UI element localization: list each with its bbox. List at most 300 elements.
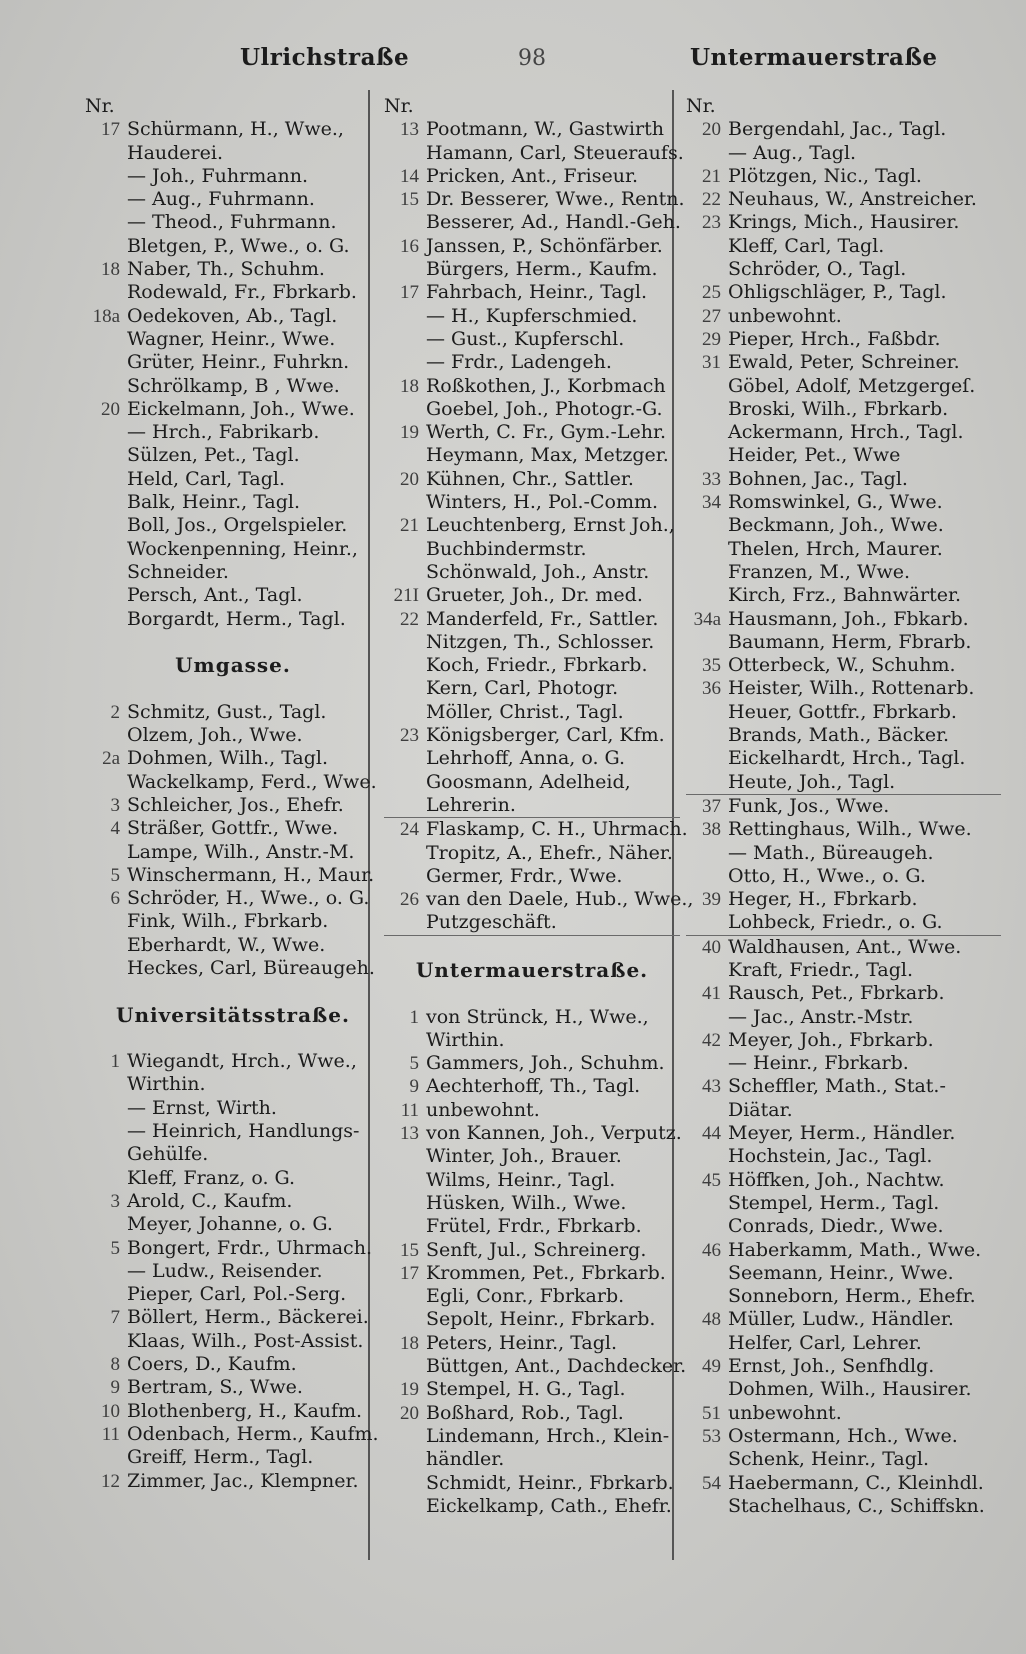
resident-entry <box>384 865 680 888</box>
resident-text: Scheffler, Math., Stat.- <box>728 1075 946 1098</box>
resident-text: Ernst, Joh., Senfhdlg. <box>728 1355 935 1378</box>
resident-text: Schrölkamp, B , Wwe. <box>127 374 340 397</box>
house-number: 33 <box>702 468 721 490</box>
resident-text: Schmidt, Heinr., Fbrkarb. <box>426 1471 674 1494</box>
house-number: 36 <box>702 678 721 700</box>
resident-text: Winter, Joh., Brauer. <box>426 1145 622 1168</box>
house-number: 44 <box>702 1123 721 1145</box>
resident-text: Greiff, Herm., Tagl. <box>127 1446 314 1469</box>
resident-text: Schürmann, H., Wwe., <box>127 118 344 141</box>
resident-entry <box>686 1145 1001 1168</box>
resident-text: Lehrhoff, Anna, o. G. <box>426 747 626 770</box>
resident-entry <box>686 1075 1001 1098</box>
resident-entry <box>384 375 680 398</box>
resident-text: Schenk, Heinr., Tagl. <box>728 1448 930 1471</box>
resident-entry <box>384 888 694 911</box>
resident-entry <box>686 1448 1001 1471</box>
house-number: 34a <box>693 608 721 630</box>
resident-text: Bürgers, Herm., Kaufm. <box>426 258 658 281</box>
resident-entry <box>85 305 381 328</box>
resident-entry <box>686 865 1001 888</box>
resident-entry <box>85 211 381 234</box>
house-number: 17 <box>400 1262 419 1284</box>
resident-text: Heckes, Carl, Büreaugeh. <box>127 956 375 979</box>
resident-text: Ohligschläger, P., Tagl. <box>728 281 947 304</box>
resident-text: Kirch, Frz., Bahnwärter. <box>728 584 962 607</box>
resident-entry <box>686 491 1001 514</box>
resident-entry <box>384 842 680 865</box>
resident-text: Krings, Mich., Hausirer. <box>728 211 960 234</box>
resident-text: Hamann, Carl, Steueraufs. <box>426 141 684 164</box>
resident-text: — Hrch., Fabrikarb. <box>127 421 320 444</box>
resident-entry <box>686 1402 1001 1425</box>
resident-text: Gammers, Joh., Schuhm. <box>426 1052 665 1075</box>
resident-text: Heuer, Gottfr., Fbrkarb. <box>728 700 957 723</box>
resident-entry <box>384 165 680 188</box>
resident-text: Ewald, Peter, Schreiner. <box>728 351 960 374</box>
resident-entry <box>384 677 680 700</box>
house-number: 42 <box>702 1029 721 1051</box>
resident-entry <box>686 1262 1001 1285</box>
resident-entry <box>686 747 1001 770</box>
house-number: 22 <box>400 608 419 630</box>
street-heading-text: Universitätsstraße. <box>116 1002 350 1027</box>
resident-text: — Jac., Anstr.-Mstr. <box>728 1005 914 1028</box>
resident-text: Arold, C., Kaufm. <box>127 1189 293 1212</box>
house-number: 20 <box>101 398 120 420</box>
resident-text: Göbel, Adolf, Metzgergeſ. <box>728 374 976 397</box>
resident-text: Persch, Ant., Tagl. <box>127 584 303 607</box>
resident-entry <box>384 538 680 561</box>
resident-entry <box>686 842 1001 865</box>
resident-text: Meyer, Herm., Händler. <box>728 1122 956 1145</box>
resident-entry <box>85 1143 381 1166</box>
house-number: 37 <box>702 795 721 817</box>
resident-entry <box>384 211 680 234</box>
resident-text: Haberkamm, Math., Wwe. <box>728 1238 982 1261</box>
resident-text: Büttgen, Ant., Dachdecker. <box>426 1355 687 1378</box>
resident-entry <box>85 142 381 165</box>
resident-text: Grueter, Joh., Dr. med. <box>426 584 643 607</box>
house-number: 34 <box>702 492 721 514</box>
resident-text: — Aug., Fuhrmann. <box>127 188 315 211</box>
resident-entry <box>384 1402 680 1425</box>
resident-text: Eickelkamp, Cath., Ehefr. <box>426 1494 672 1517</box>
resident-text: Lohbeck, Friedr., o. G. <box>728 911 943 934</box>
resident-entry <box>85 328 381 351</box>
resident-text: Baumann, Herm, Fbrarb. <box>728 630 972 653</box>
resident-text: Flaskamp, C. H., Uhrmach. <box>426 818 688 841</box>
resident-text: Rausch, Pet., Fbrkarb. <box>728 982 945 1005</box>
resident-entry <box>85 1260 381 1283</box>
resident-text: Kern, Carl, Photogr. <box>426 677 619 700</box>
house-number: 22 <box>702 189 721 211</box>
resident-entry <box>384 724 680 747</box>
directory-column-2 <box>384 95 694 1518</box>
resident-text: Janssen, P., Schönfärber. <box>426 234 663 257</box>
resident-text: Diätar. <box>728 1098 793 1121</box>
house-number: 11 <box>101 1423 120 1445</box>
house-number: 45 <box>702 1169 721 1191</box>
resident-text: Nr. <box>686 95 716 117</box>
resident-text: Stachelhaus, C., Schiffskn. <box>728 1494 985 1517</box>
resident-entry <box>384 468 680 491</box>
resident-entry <box>384 305 680 328</box>
resident-entry <box>85 1423 381 1446</box>
house-number: 29 <box>702 328 721 350</box>
resident-entry <box>384 1448 680 1471</box>
resident-text: Fahrbach, Heinr., Tagl. <box>426 281 648 304</box>
resident-entry <box>85 631 381 654</box>
nr-label <box>686 95 1001 118</box>
resident-entry <box>686 795 1001 818</box>
resident-entry <box>384 118 680 141</box>
resident-entry <box>686 468 1001 491</box>
resident-entry <box>85 1470 381 1493</box>
resident-entry <box>384 1285 680 1308</box>
resident-entry <box>85 188 381 211</box>
resident-text: Meyer, Joh., Fbrkarb. <box>728 1028 934 1051</box>
resident-entry <box>686 538 1001 561</box>
resident-entry <box>384 1075 680 1098</box>
house-number: 12 <box>101 1470 120 1492</box>
resident-entry <box>686 818 1001 841</box>
house-number: 5 <box>110 864 120 886</box>
resident-text: Odenbach, Herm., Kaufm. <box>127 1422 379 1445</box>
resident-text: Hausmann, Joh., Fbkarb. <box>728 607 969 630</box>
resident-text: von Kannen, Joh., Verputz. <box>426 1122 682 1145</box>
resident-entry <box>384 982 680 1005</box>
resident-entry <box>686 328 1001 351</box>
resident-entry <box>686 608 1001 631</box>
resident-entry <box>85 608 381 631</box>
resident-entry <box>686 936 1001 959</box>
resident-text: Kleff, Franz, o. G. <box>127 1166 296 1189</box>
resident-text: Schleicher, Jos., Ehefr. <box>127 793 344 816</box>
house-number: 40 <box>702 936 721 958</box>
resident-entry <box>686 1425 1001 1448</box>
resident-text: Sonneborn, Herm., Ehefr. <box>728 1285 976 1308</box>
house-number: 23 <box>400 725 419 747</box>
resident-text: Peters, Heinr., Tagl. <box>426 1331 618 1354</box>
resident-text: — Ernst, Wirth. <box>127 1096 277 1119</box>
house-number: 48 <box>702 1309 721 1331</box>
resident-text: Heider, Pet., Wwe <box>728 444 901 467</box>
resident-text: Wiegandt, Hrch., Wwe., <box>127 1050 357 1073</box>
resident-entry <box>384 1052 680 1075</box>
resident-text: Wirthin. <box>127 1073 206 1096</box>
house-number: 5 <box>409 1053 419 1075</box>
resident-text: van den Daele, Hub., Wwe., <box>426 888 694 911</box>
resident-entry <box>85 980 381 1003</box>
resident-text: Hauderei. <box>127 141 223 164</box>
resident-entry <box>384 1425 680 1448</box>
resident-text: Krommen, Pet., Fbrkarb. <box>426 1261 666 1284</box>
house-number: 23 <box>702 212 721 234</box>
resident-text: Roßkothen, J., Korbmach <box>426 374 666 397</box>
house-number: 18 <box>400 375 419 397</box>
resident-text: Broski, Wilh., Fbrkarb. <box>728 397 949 420</box>
house-number: 16 <box>400 235 419 257</box>
resident-entry <box>686 1355 1001 1378</box>
resident-text: — Theod., Fuhrmann. <box>127 211 337 234</box>
resident-text: Buchbindermstr. <box>426 537 587 560</box>
page-header <box>0 44 1026 84</box>
resident-text: Winschermann, H., Maur. <box>127 863 375 886</box>
resident-entry <box>384 141 684 165</box>
house-number: 13 <box>400 119 419 141</box>
resident-text: — H., Kupferschmied. <box>426 304 638 327</box>
house-number: 3 <box>110 1190 120 1212</box>
resident-entry <box>384 491 680 514</box>
resident-text: Dohmen, Wilh., Tagl. <box>127 747 328 770</box>
resident-entry <box>384 328 680 351</box>
resident-entry <box>686 1378 1001 1401</box>
resident-text: Seemann, Heinr., Wwe. <box>728 1261 954 1284</box>
house-number: 25 <box>702 282 721 304</box>
resident-text: Rettinghaus, Wilh., Wwe. <box>728 818 972 841</box>
resident-text: Boßhard, Rob., Tagl. <box>426 1401 624 1424</box>
resident-entry <box>686 1192 1001 1215</box>
resident-entry <box>85 841 381 864</box>
resident-text: Koch, Friedr., Fbrkarb. <box>426 654 648 677</box>
resident-entry <box>686 888 1001 911</box>
house-number: 20 <box>400 468 419 490</box>
resident-entry <box>85 864 381 887</box>
resident-text: Otto, H., Wwe., o. G. <box>728 864 926 887</box>
resident-text: Beckmann, Joh., Wwe. <box>728 514 944 537</box>
resident-text: Neuhaus, W., Anstreicher. <box>728 188 977 211</box>
resident-entry <box>384 1099 680 1122</box>
resident-entry <box>85 701 381 724</box>
resident-entry <box>85 351 381 374</box>
house-number: 20 <box>702 119 721 141</box>
resident-entry <box>85 538 381 561</box>
resident-text: Zimmer, Jac., Klempner. <box>127 1469 359 1492</box>
resident-entry <box>384 1262 680 1285</box>
resident-text: Manderfeld, Fr., Sattler. <box>426 607 659 630</box>
resident-entry <box>384 794 680 818</box>
resident-text: Meyer, Johanne, o. G. <box>127 1213 333 1236</box>
resident-entry <box>85 584 381 607</box>
resident-entry <box>686 1472 1001 1495</box>
resident-entry <box>686 258 1001 281</box>
resident-entry <box>384 608 680 631</box>
resident-entry <box>85 281 381 304</box>
resident-text: Bergendahl, Jac., Tagl. <box>728 118 947 141</box>
resident-entry <box>686 1308 1001 1331</box>
resident-entry <box>85 235 381 258</box>
resident-text: Schröder, O., Tagl. <box>728 258 907 281</box>
house-number: 21 <box>702 165 721 187</box>
resident-entry <box>85 724 381 747</box>
resident-entry <box>686 142 1001 165</box>
resident-entry <box>384 1239 680 1262</box>
resident-entry <box>384 1472 680 1495</box>
resident-entry <box>384 1192 680 1215</box>
street-heading-text: Untermauerstraße. <box>415 957 649 982</box>
resident-entry <box>686 982 1001 1005</box>
resident-entry <box>384 1215 680 1238</box>
resident-entry <box>384 421 680 444</box>
house-number: 20 <box>400 1402 419 1424</box>
house-number: 8 <box>110 1354 120 1376</box>
resident-text: Conrads, Diedr., Wwe. <box>728 1215 944 1238</box>
house-number: 38 <box>702 819 721 841</box>
house-number: 27 <box>702 305 721 327</box>
resident-entry <box>85 747 381 770</box>
resident-text: Putzgeschäft. <box>426 911 557 934</box>
resident-text: — Heinrich, Handlungs- <box>127 1120 360 1143</box>
resident-entry <box>686 1285 1001 1308</box>
resident-text: Lehrerin. <box>426 793 516 816</box>
house-number: 21I <box>393 585 419 607</box>
resident-entry <box>686 1239 1001 1262</box>
resident-entry <box>384 1169 680 1192</box>
resident-entry <box>85 258 381 281</box>
resident-text: Kühnen, Chr., Sattler. <box>426 467 634 490</box>
resident-entry <box>85 1027 381 1050</box>
resident-text: Schneider. <box>127 560 229 583</box>
house-number: 11 <box>400 1099 419 1121</box>
resident-text: Helfer, Carl, Lehrer. <box>728 1331 922 1354</box>
resident-entry <box>686 1029 1001 1052</box>
resident-entry <box>384 514 680 537</box>
resident-entry <box>85 794 381 817</box>
resident-entry <box>85 561 381 584</box>
resident-text: Leuchtenberg, Ernst Joh., <box>426 514 675 537</box>
resident-text: Romswinkel, G., Wwe. <box>728 491 943 514</box>
resident-entry <box>686 211 1001 234</box>
header-street-right: Untermauerstraße <box>690 44 938 71</box>
resident-entry <box>384 1145 680 1168</box>
resident-entry <box>85 1283 381 1306</box>
house-number: 2 <box>110 701 120 723</box>
resident-text: unbewohnt. <box>728 1401 842 1424</box>
house-number: 10 <box>101 1400 120 1422</box>
resident-text: Kleff, Carl, Tagl. <box>728 234 885 257</box>
resident-entry <box>686 724 1001 747</box>
house-number: 18 <box>400 1332 419 1354</box>
resident-entry <box>85 1330 381 1353</box>
resident-text: Nr. <box>85 95 115 117</box>
resident-entry <box>686 584 1001 607</box>
resident-text: Heymann, Max, Metzger. <box>426 444 669 467</box>
resident-text: Thelen, Hrch, Maurer. <box>728 537 943 560</box>
nr-label <box>85 95 381 118</box>
resident-entry <box>85 421 381 444</box>
resident-text: Sülzen, Pet., Tagl. <box>127 444 300 467</box>
resident-entry <box>384 584 680 607</box>
resident-text: — Heinr., Fbrkarb. <box>728 1052 909 1075</box>
resident-entry <box>85 491 381 514</box>
resident-text: Borgardt, Herm., Tagl. <box>127 607 346 630</box>
resident-text: Blothenberg, H., Kaufm. <box>127 1399 363 1422</box>
resident-text: Franzen, M., Wwe. <box>728 560 911 583</box>
resident-text: Brands, Math., Bäcker. <box>728 724 950 747</box>
resident-text: Oedekoven, Ab., Tagl. <box>127 304 338 327</box>
resident-entry <box>85 398 381 421</box>
directory-column-3 <box>686 95 1001 1518</box>
house-number: 26 <box>400 889 419 911</box>
resident-entry <box>686 375 1001 398</box>
resident-entry <box>85 887 381 910</box>
house-number: 1 <box>409 1006 419 1028</box>
resident-text: Bongert, Frdr., Uhrmach. <box>127 1236 372 1259</box>
resident-entry <box>85 1376 381 1399</box>
resident-text: Sepolt, Heinr., Fbrkarb. <box>426 1308 656 1331</box>
resident-entry <box>85 934 381 957</box>
resident-text: Otterbeck, W., Schuhm. <box>728 654 956 677</box>
resident-entry <box>686 514 1001 537</box>
house-number: 6 <box>110 888 120 910</box>
resident-text: Böllert, Herm., Bäckerei. <box>127 1306 369 1329</box>
house-number: 4 <box>110 818 120 840</box>
resident-entry <box>384 818 688 841</box>
resident-entry <box>686 235 1001 258</box>
resident-entry <box>384 281 680 304</box>
resident-text: Heger, H., Fbrkarb. <box>728 888 918 911</box>
resident-text: Pieper, Carl, Pol.-Serg. <box>127 1283 347 1306</box>
street-heading-text: Umgasse. <box>175 653 291 678</box>
resident-text: von Strünck, H., Wwe., <box>426 1005 649 1028</box>
house-number: 54 <box>702 1472 721 1494</box>
resident-entry <box>85 1353 381 1376</box>
house-number: 18 <box>101 259 120 281</box>
house-number: 53 <box>702 1425 721 1447</box>
house-number: 24 <box>400 819 419 841</box>
house-number: 13 <box>400 1123 419 1145</box>
resident-text: Lindemann, Hrch., Klein- <box>426 1424 670 1447</box>
resident-text: Dr. Besserer, Wwe., Rentn. <box>426 188 685 211</box>
resident-entry <box>384 1029 680 1052</box>
resident-entry <box>686 1052 1001 1075</box>
resident-text: Haebermann, C., Kleinhdl. <box>728 1471 984 1494</box>
resident-entry <box>384 1122 680 1145</box>
house-number: 19 <box>400 1379 419 1401</box>
resident-entry <box>384 1495 680 1518</box>
resident-entry <box>686 1099 1001 1122</box>
resident-text: unbewohnt. <box>728 304 842 327</box>
resident-entry <box>384 188 685 211</box>
resident-entry <box>85 1120 381 1143</box>
house-number: 5 <box>110 1237 120 1259</box>
resident-entry <box>686 165 1001 188</box>
resident-entry <box>686 351 1001 374</box>
resident-text: Ackermann, Hrch., Tagl. <box>728 421 964 444</box>
resident-entry <box>384 1308 680 1331</box>
resident-entry <box>686 1122 1001 1145</box>
resident-text: — Aug., Tagl. <box>728 141 857 164</box>
resident-entry <box>384 258 680 281</box>
resident-text: Hüsken, Wilh., Wwe. <box>426 1191 627 1214</box>
resident-entry <box>686 398 1001 421</box>
resident-text: Pricken, Ant., Friseur. <box>426 164 638 187</box>
resident-text: Winters, H., Pol.-Comm. <box>426 491 659 514</box>
resident-entry <box>686 188 1001 211</box>
resident-text: Hochstein, Jac., Tagl. <box>728 1145 933 1168</box>
resident-entry <box>384 444 680 467</box>
resident-text: Rodewald, Fr., Fbrkarb. <box>127 281 357 304</box>
resident-text: Naber, Th., Schuhm. <box>127 258 325 281</box>
house-number: 14 <box>400 165 419 187</box>
resident-entry <box>686 1215 1001 1238</box>
resident-text: Plötzgen, Nic., Tagl. <box>728 164 922 187</box>
resident-text: Möller, Christ., Tagl. <box>426 700 624 723</box>
house-number: 39 <box>702 889 721 911</box>
house-number: 9 <box>110 1377 120 1399</box>
resident-text: Stempel, Herm., Tagl. <box>728 1191 940 1214</box>
